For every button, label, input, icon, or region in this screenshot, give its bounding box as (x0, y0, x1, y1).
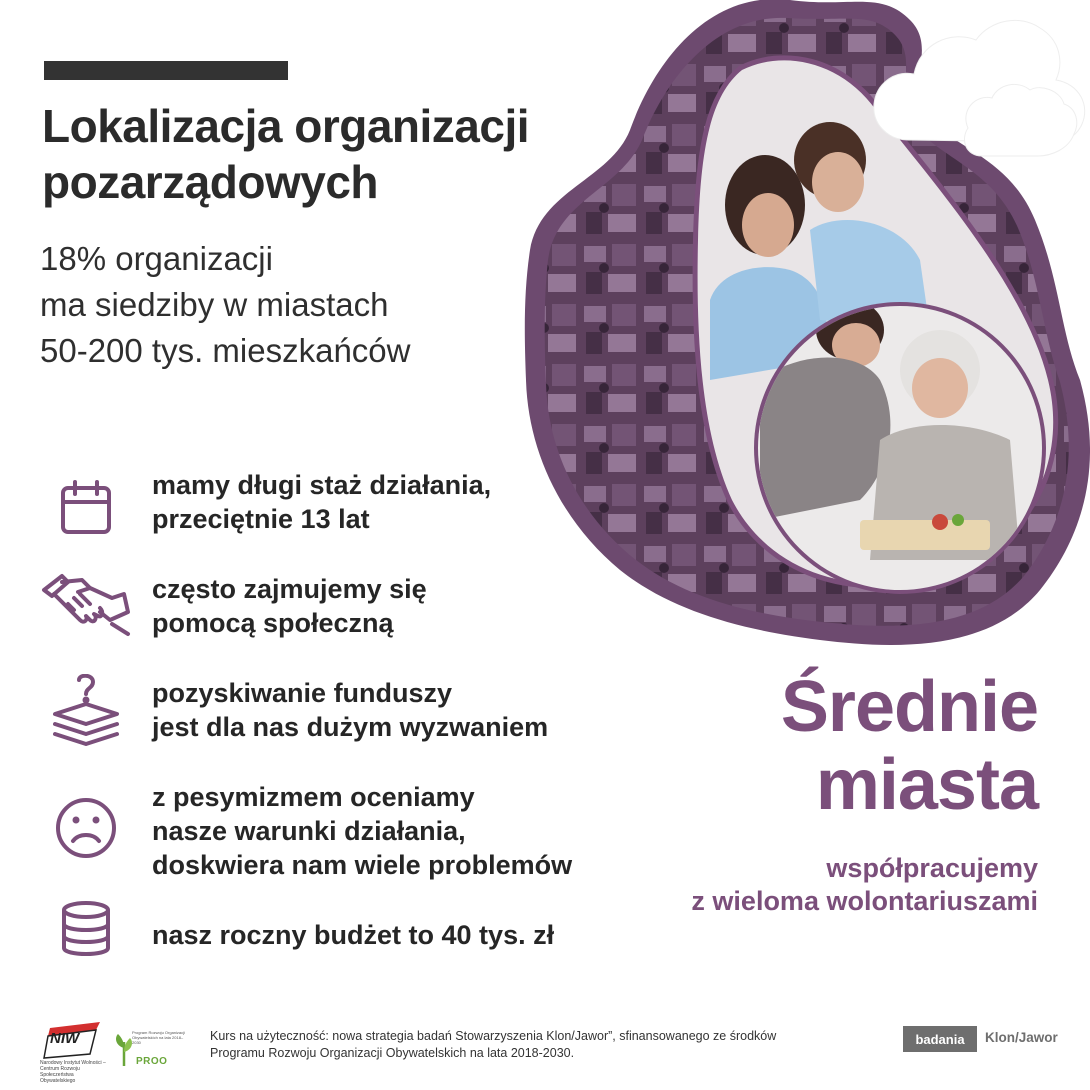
feature-text (152, 676, 548, 744)
money-question-icon (40, 672, 132, 752)
feature-text-line-3: doskwiera nam wiele problemów (152, 850, 573, 880)
section-heading-line-2: miasta (815, 745, 1038, 825)
feature-text (152, 572, 427, 640)
proo-wordmark: PROO (136, 1056, 168, 1067)
feature-text-line-2: nasze warunki działania, (152, 816, 466, 846)
research-badge: badania (903, 1026, 977, 1052)
sad-face-icon (40, 788, 132, 868)
feature-text-line-2: jest dla nas dużym wyzwaniem (152, 712, 549, 742)
calendar-icon (40, 468, 132, 548)
page-title-line-2: pozarządowych (42, 156, 379, 208)
handshake-icon (40, 564, 132, 644)
section-subheading-line-2: z wieloma wolontariuszami (691, 886, 1038, 916)
feature-text (152, 468, 491, 536)
niw-logo (40, 1020, 110, 1084)
brand-name: Klon/Jawor (985, 1030, 1058, 1045)
feature-text-line-2: pomocą społeczną (152, 608, 394, 638)
niw-logo-subtitle: Narodowy Instytut Wolności – Centrum Rozwoju Społeczeństwa Obywatelskiego (40, 1060, 106, 1084)
feature-text-line-2: przeciętnie 13 lat (152, 504, 370, 534)
feature-text-line-1: z pesymizmem oceniamy (152, 782, 475, 812)
intro-text (40, 236, 510, 374)
feature-text-line-1: nasz roczny budżet to 40 tys. zł (152, 920, 555, 950)
proo-logo (114, 1026, 184, 1080)
footer-logos (40, 1020, 210, 1084)
feature-text (152, 918, 554, 952)
intro-line-1: 18% organizacji (40, 240, 273, 277)
footer-note-line-2: Programu Rozwoju Organizacji Obywatelskich na lata 2018-2030. (210, 1046, 575, 1060)
feature-text-line-1: pozyskiwanie funduszy (152, 678, 453, 708)
feature-text-line-1: często zajmujemy się (152, 574, 427, 604)
page-title (42, 98, 602, 210)
section-subheading-line-1: współpracujemy (826, 853, 1038, 883)
footer-note-line-1: Kurs na użyteczność: nowa strategia badań Stowarzyszenia Klon/Jawor”, sfinansowanego ze środków (210, 1029, 777, 1043)
footer-funding-note (210, 1028, 870, 1062)
niw-logo-text: NIW (50, 1030, 80, 1047)
feature-text (152, 780, 572, 882)
coins-icon (40, 890, 132, 970)
intro-line-3: 50-200 tys. mieszkańców (40, 332, 411, 369)
city-and-volunteers-illustration (520, 0, 1090, 650)
proo-program-name: Program Rozwoju Organizacji Obywatelskich na lata 2018–2030 (132, 1030, 185, 1045)
intro-line-2: ma siedziby w miastach (40, 286, 389, 323)
section-heading (781, 668, 1038, 824)
decorative-top-bar (44, 61, 288, 80)
feature-text-line-1: mamy długi staż działania, (152, 470, 492, 500)
section-heading-line-1: Średnie (780, 667, 1038, 747)
page-title-line-1: Lokalizacja organizacji (42, 100, 530, 152)
section-subheading (691, 852, 1038, 918)
